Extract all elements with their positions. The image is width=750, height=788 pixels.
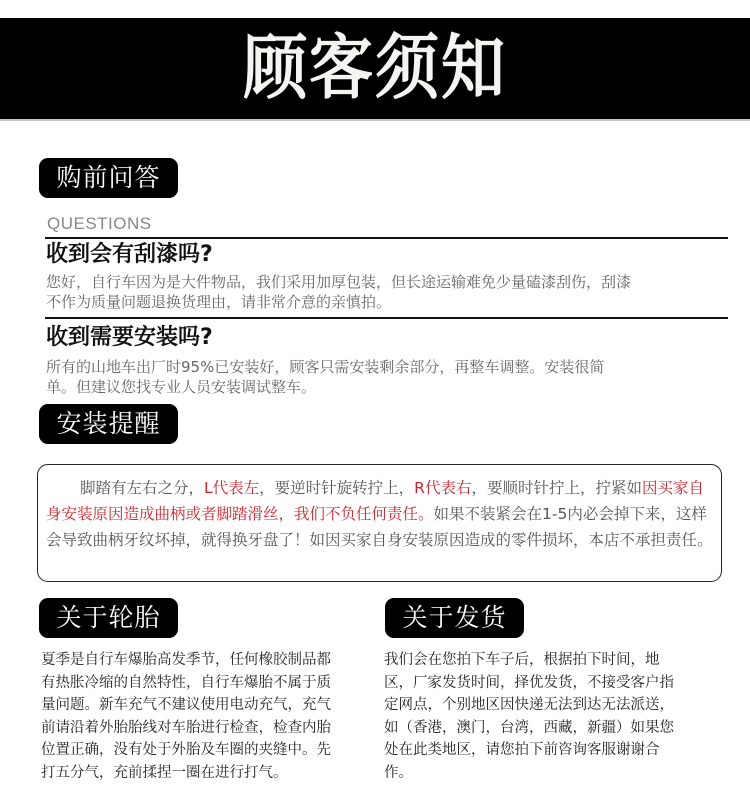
divider bbox=[45, 317, 728, 319]
notice-disclaimer: 因买家自身安装原因造成曲柄或者脚踏滑丝，我们不负任何责任。 bbox=[46, 479, 704, 523]
faq-answer-2-line1: 所有的山地车出厂时95%已安装好，顾客只需安装剩余部分，再整车调整。安装很简 bbox=[46, 358, 605, 376]
tires-text: 夏季是自行车爆胎高发季节，任何橡胶制品都有热胀冷缩的自然特性，自行车爆胎不属于质量问题。新车充气不建议使用电动充气，充气前请沿着外胎胎线对车胎进行检查，检查内胎位置正确，没有处于外胎及车圈的夹缝中。先打五分气，充前揉捏一圈在进行打气。 bbox=[41, 652, 331, 781]
faq-answer-1-line1: 您好，自行车因为是大件物品，我们采用加厚包装，但长途运输难免少量磕漆刮伤，刮漆 bbox=[46, 273, 632, 291]
notice-part1: 脚踏有左右之分， bbox=[80, 479, 205, 497]
notice-right-pedal: R代表右 bbox=[414, 479, 472, 497]
page-title: 顾客须知 bbox=[243, 27, 507, 110]
divider bbox=[45, 237, 728, 239]
faq-answer-2 bbox=[46, 357, 726, 397]
faq-question-1: 收到会有刮漆吗? bbox=[46, 242, 213, 267]
notice-part2: ，要逆时针旋转拧上， bbox=[259, 479, 415, 497]
section-label-faq: 购前问答 bbox=[39, 158, 178, 198]
notice-part3: ，要顺时针拧上，拧紧如 bbox=[471, 479, 642, 497]
faq-answer-2-line2: 单。但建议您找专业人员安装调试整车。 bbox=[46, 378, 317, 396]
faq-answer-1-line2: 不作为质量问题退换货理由，请非常介意的亲慎拍。 bbox=[46, 293, 392, 311]
faq-answer-1 bbox=[46, 272, 726, 312]
faq-question-2: 收到需要安装吗? bbox=[46, 325, 213, 350]
notice-left-pedal: L代表左 bbox=[204, 479, 260, 497]
header-banner bbox=[0, 18, 750, 121]
install-notice-text bbox=[46, 475, 713, 553]
shipping-text: 我们会在您拍下车子后，根据拍下时间，地区，厂家发货时间，择优发货，不接受客户指定网点，个别地区因快递无法到达无法派送，如（香港，澳门，台湾，西藏，新疆）如果您处在此类地区，请您拍下前咨询客服谢谢合作。 bbox=[384, 652, 674, 781]
notice-part4: 如果不装紧会在1-5内必会掉下来，这样会导致曲柄牙纹坏掉，就得换牙盘了！如因买家自身安装原因造成的零件损坏，本店不承担责任。 bbox=[46, 505, 713, 549]
section-label-shipping: 关于发货 bbox=[385, 598, 524, 638]
section-label-install: 安装提醒 bbox=[39, 404, 178, 444]
questions-subtitle: QUESTIONS bbox=[47, 214, 152, 233]
section-label-tires: 关于轮胎 bbox=[39, 598, 178, 638]
install-notice-box bbox=[37, 464, 722, 582]
